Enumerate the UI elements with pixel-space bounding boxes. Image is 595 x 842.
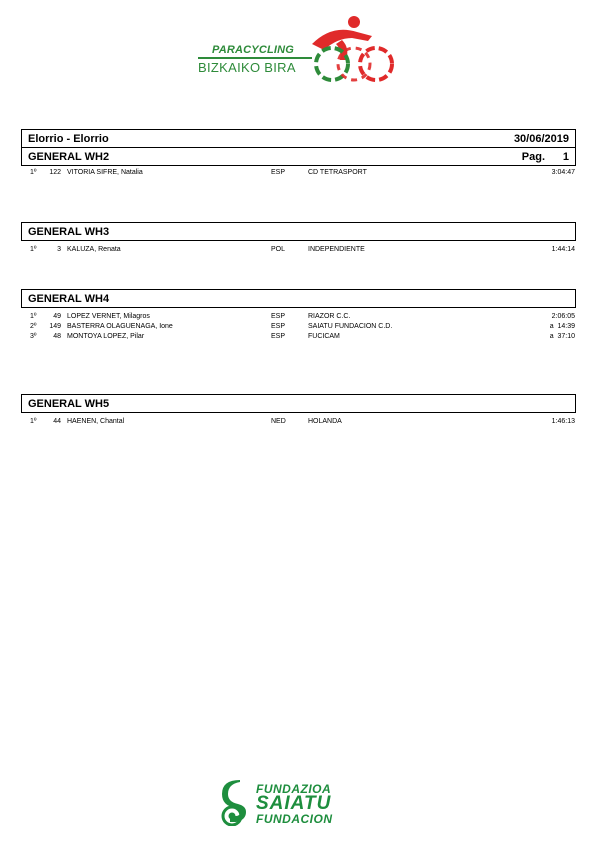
dorsal: 149: [49, 323, 61, 330]
result-row: [21, 322, 576, 332]
dorsal: 3: [57, 246, 61, 253]
time: a 37:10: [549, 333, 575, 340]
club: RIAZOR C.C.: [308, 313, 351, 320]
result-row: [21, 312, 576, 322]
race-date: 30/06/2019: [513, 132, 569, 145]
club: HOLANDA: [308, 418, 342, 425]
stage-row: [22, 130, 575, 147]
dorsal: 49: [53, 313, 61, 320]
category-header-wh4: [22, 290, 575, 307]
dorsal: 44: [53, 418, 61, 425]
result-row: [21, 332, 576, 342]
club: INDEPENDIENTE: [308, 246, 365, 253]
page-indicator: [522, 151, 569, 163]
club: SAIATU FUNDACION C.D.: [308, 323, 393, 330]
category-header-wh5: [22, 395, 575, 412]
time: 1:44:14: [551, 246, 575, 253]
stage-name: Elorrio - Elorrio: [28, 132, 109, 145]
category-box-wh3: [21, 222, 576, 241]
page-number: 1: [562, 150, 569, 163]
dorsal: 48: [53, 333, 61, 340]
logo-line-fundazioa: FUNDAZIOA: [256, 782, 332, 796]
rider-name: BASTERRA OLAGUENAGA, Ione: [67, 323, 173, 330]
rider-name: VITORIA SIFRE, Natalia: [67, 169, 143, 176]
category-header-wh3: [22, 223, 575, 240]
nationality: NED: [271, 418, 286, 425]
rider-name: KALUZA, Renata: [67, 246, 121, 253]
dorsal: 122: [49, 169, 61, 176]
position: 3º: [30, 333, 37, 340]
result-row: [21, 245, 576, 255]
time: 2:06:05: [551, 313, 575, 320]
logo-line-bizkaiko-bira: BIZKAIKO BIRA: [198, 60, 296, 75]
logo-line-fundacion: FUNDACION: [256, 812, 333, 826]
nationality: ESP: [271, 323, 286, 330]
position: 1º: [30, 169, 37, 176]
position: 2º: [30, 323, 37, 330]
club: CD TETRASPORT: [308, 169, 367, 176]
category-title: GENERAL WH2: [28, 150, 110, 163]
time: 1:46:13: [551, 418, 575, 425]
stage-header-box: [21, 129, 576, 166]
category-box-wh4: [21, 289, 576, 308]
cyclist-icon: [302, 14, 398, 84]
position: 1º: [30, 418, 37, 425]
category-title: GENERAL WH3: [28, 225, 110, 238]
result-row: [21, 168, 576, 178]
result-row: [21, 417, 576, 427]
time: a 14:39: [549, 323, 575, 330]
category-title: GENERAL WH4: [28, 292, 110, 305]
club: FUCICAM: [308, 333, 340, 340]
fundazioa-saiatu-logo: [220, 780, 380, 826]
rider-name: LOPEZ VERNET, Milagros: [67, 313, 150, 320]
category-title: GENERAL WH5: [28, 397, 110, 410]
logo-line-saiatu: SAIATU: [256, 793, 332, 814]
page-label: Pag.: [521, 150, 545, 163]
position: 1º: [30, 313, 37, 320]
position: 1º: [30, 246, 37, 253]
rider-name: HAENEN, Chantal: [67, 418, 125, 425]
logo-wordmark: [198, 44, 312, 75]
category-header-wh2: [22, 147, 575, 165]
logo-line-paracycling: PARACYCLING: [198, 44, 312, 59]
nationality: ESP: [271, 169, 286, 176]
nationality: ESP: [271, 333, 286, 340]
paracycling-bizkaiko-bira-logo: [198, 14, 398, 84]
nationality: ESP: [271, 313, 286, 320]
rider-name: MONTOYA LOPEZ, Pilar: [67, 333, 145, 340]
nationality: POL: [271, 246, 286, 253]
saiatu-emblem-icon: [220, 780, 260, 826]
time: 3:04:47: [551, 169, 575, 176]
category-box-wh5: [21, 394, 576, 413]
